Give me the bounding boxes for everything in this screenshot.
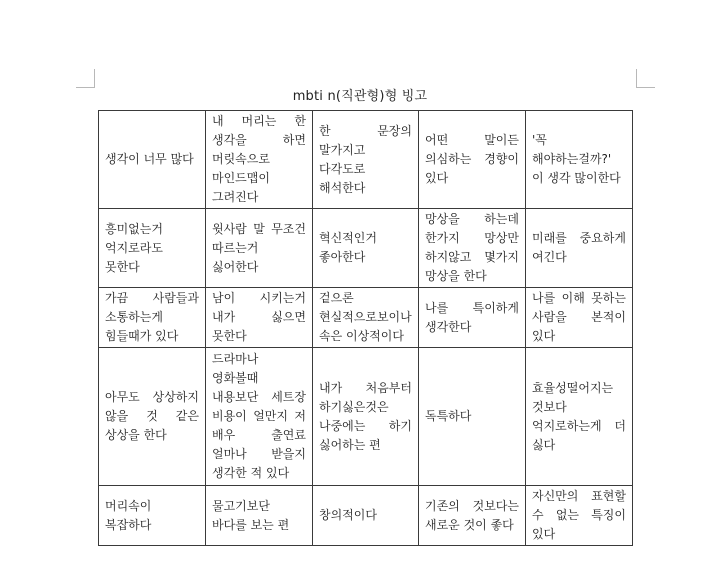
bingo-cell: 한 문장의 말가지고 다각도로 해석한다 (313, 111, 419, 209)
table-row (99, 288, 633, 348)
bingo-cell: 미래를 중요하게 여긴다 (526, 209, 633, 288)
bingo-cell: 효율성떨어지는 것보다 억지로하는게 더 싫다 (526, 348, 633, 486)
bingo-cell: 가끔 사람들과 소통하는게 힘들때가 있다 (99, 288, 206, 348)
table-row (99, 209, 633, 288)
bingo-cell: 겉으론 현실적으로보이나 속은 이상적이다 (313, 288, 419, 348)
bingo-cell: 독특하다 (419, 348, 526, 486)
bingo-cell: 흥미없는거 억지로라도 못한다 (99, 209, 206, 288)
document-title: mbti n(직관형)형 빙고 (292, 89, 428, 104)
bingo-cell: 내가 처음부터 하기싫은것은 나중에는 하기 싫어하는 편 (313, 348, 419, 486)
bingo-cell: 생각이 너무 많다 (99, 111, 206, 209)
bingo-cell: 물고기보단 바다를 보는 편 (206, 486, 313, 546)
bingo-cell: 머리속이 복잡하다 (99, 486, 206, 546)
bingo-table (98, 110, 633, 546)
bingo-cell: 망상을 하는데 한가지 망상만 하지않고 몇가지 망상을 한다 (419, 209, 526, 288)
bingo-cell: 혁신적인거 좋아한다 (313, 209, 419, 288)
bingo-cell: 창의적이다 (313, 486, 419, 546)
bingo-cell: 어떤 말이든 의심하는 경향이 있다 (419, 111, 526, 209)
bingo-cell: 기존의 것보다는 새로운 것이 좋다 (419, 486, 526, 546)
bingo-cell: 내 머리는 한 생각을 하면 머릿속으로 마인드맵이 그려진다 (206, 111, 313, 209)
table-row (99, 348, 633, 486)
bingo-cell: 아무도 상상하지 않을 것 같은 상상을 한다 (99, 348, 206, 486)
bingo-cell: 남이 시키는거 내가 싫으면 못한다 (206, 288, 313, 348)
bingo-cell: 나를 특이하게 생각한다 (419, 288, 526, 348)
table-row (99, 111, 633, 209)
bingo-cell: 드라마나 영화볼때 내용보단 세트장 비용이 얼만지 저 배우 출연료 얼마나 받을지 생각한 적 있다 (206, 348, 313, 486)
bingo-cell: '꼭 해야하는걸까?' 이 생각 많이한다 (526, 111, 633, 209)
bingo-cell: 자신만의 표현할 수 없는 특징이 있다 (526, 486, 633, 546)
bingo-cell: 윗사람 말 무조건 따르는거 싫어한다 (206, 209, 313, 288)
bingo-cell: 나를 이해 못하는 사람을 본적이 있다 (526, 288, 633, 348)
table-row (99, 486, 633, 546)
